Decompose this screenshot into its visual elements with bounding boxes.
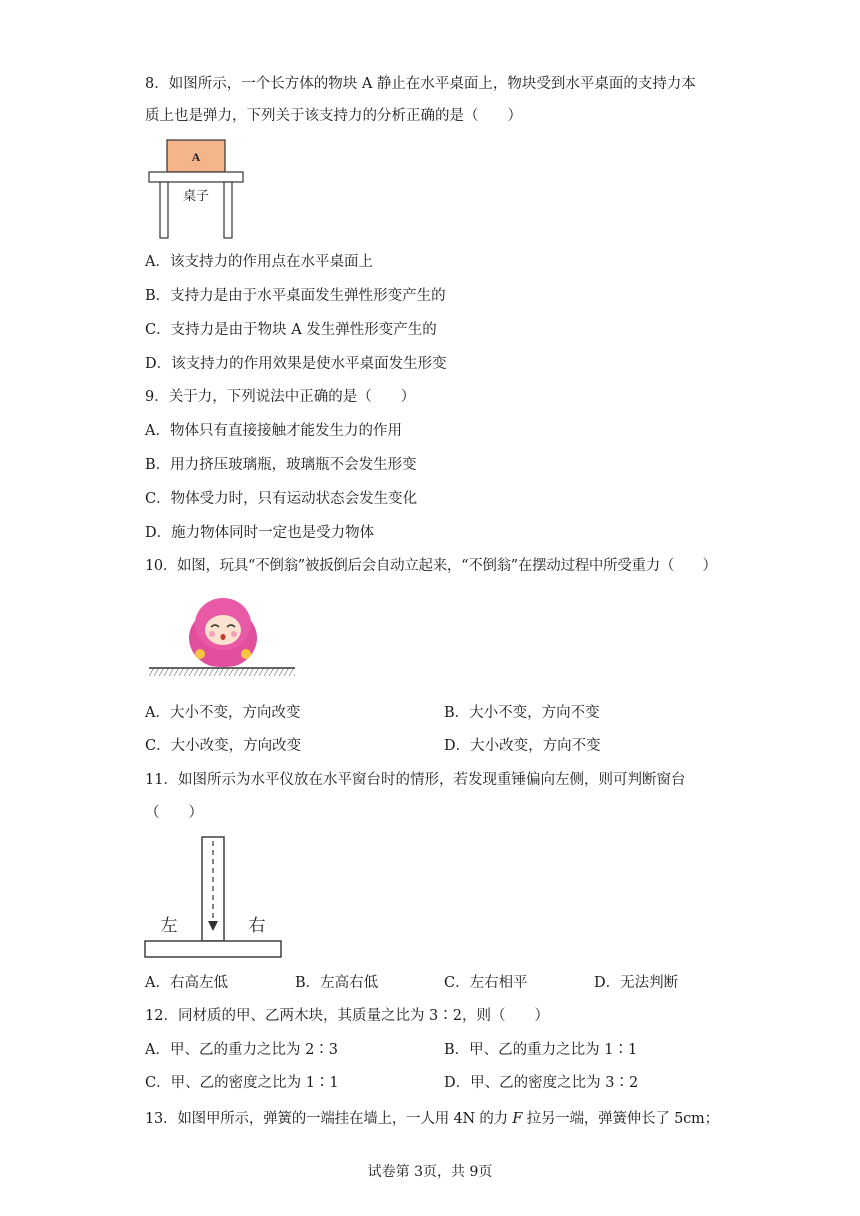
doll-face (205, 615, 241, 645)
q8-stem-line1: 8．如图所示，一个长方体的物块 A 静止在水平桌面上，物块受到水平桌面的支持力本 (145, 76, 696, 92)
q13-force-symbol: F (512, 1111, 523, 1127)
q13-stem-line1 (145, 1109, 719, 1129)
table-leg-left (160, 182, 168, 238)
table-label: 桌子 (182, 189, 210, 204)
q10-option-c[interactable]: C．大小改变，方向改变 (145, 738, 302, 754)
q12-option-b[interactable]: B．甲、乙的重力之比为 1∶1 (444, 1042, 638, 1058)
q9-option-c[interactable]: C．物体受力时，只有运动状态会发生变化 (145, 491, 418, 507)
label-right: 右 (248, 916, 266, 936)
block-a-label: A (191, 150, 201, 164)
q9-stem: 9．关于力，下列说法中正确的是（ ） (145, 389, 416, 405)
table-leg-right (224, 182, 232, 238)
q11-stem-line1: 11．如图所示为水平仪放在水平窗台时的情形，若发现重锤偏向左侧，则可判断窗台 (145, 772, 686, 788)
windowsill-base (145, 941, 281, 957)
q9-option-a[interactable]: A．物体只有直接接触才能发生力的作用 (145, 423, 402, 439)
q11-option-c[interactable]: C．左右相平 (444, 975, 528, 991)
doll-flower-right (241, 649, 251, 659)
doll-flower-left (195, 649, 205, 659)
q12-option-d[interactable]: D．甲、乙的密度之比为 3∶2 (444, 1075, 639, 1091)
page-footer: 试卷第 3页，共 9页 (367, 1164, 493, 1180)
table-block-figure (145, 138, 245, 240)
tabletop-shape (149, 172, 243, 182)
q8-option-b[interactable]: B．支持力是由于水平桌面发生弹性形变产生的 (145, 288, 446, 304)
q8-option-a[interactable]: A．该支持力的作用点在水平桌面上 (145, 254, 373, 270)
doll-mouth (221, 634, 226, 640)
q11-option-d[interactable]: D．无法判断 (594, 975, 679, 991)
q10-option-a[interactable]: A．大小不变，方向改变 (145, 705, 301, 721)
q8-option-c[interactable]: C．支持力是由于物块 A 发生弹性形变产生的 (145, 322, 437, 338)
q12-option-c[interactable]: C．甲、乙的密度之比为 1∶1 (145, 1075, 339, 1091)
q12-stem: 12．同材质的甲、乙两木块，其质量之比为 3∶2，则（ ） (145, 1008, 550, 1024)
q11-option-b[interactable]: B．左高右低 (295, 975, 379, 991)
q13-text-part1: 13．如图甲所示，弹簧的一端挂在墙上，一人用 4N 的力 (145, 1111, 513, 1127)
q12-option-a[interactable]: A．甲、乙的重力之比为 2∶3 (145, 1042, 339, 1058)
q11-option-a[interactable]: A．右高左低 (145, 975, 228, 991)
q8-stem-line2: 质上也是弹力，下列关于该支持力的分析正确的是（ ） (145, 108, 522, 124)
q8-option-d[interactable]: D．该支持力的作用效果是使水平桌面发生形变 (145, 356, 447, 372)
q10-option-b[interactable]: B．大小不变，方向不变 (444, 705, 600, 721)
tumbler-doll-figure (145, 596, 305, 682)
q9-option-b[interactable]: B．用力挤压玻璃瓶，玻璃瓶不会发生形变 (145, 457, 417, 473)
q9-option-d[interactable]: D．施力物体同时一定也是受力物体 (145, 525, 375, 541)
doll-cheek-left (209, 631, 215, 637)
ground-hatching (149, 668, 295, 676)
q10-option-d[interactable]: D．大小改变，方向不变 (444, 738, 601, 754)
level-instrument-figure (143, 835, 285, 959)
q11-stem-line2: （ ） (145, 805, 203, 821)
doll-cheek-right (231, 631, 237, 637)
q10-stem: 10．如图，玩具“不倒翁”被扳倒后会自动立起来，“不倒翁”在摆动过程中所受重力（ ） (145, 558, 717, 574)
label-left: 左 (160, 916, 178, 936)
q13-text-part2: 拉另一端，弹簧伸长了 5cm； (522, 1111, 719, 1127)
